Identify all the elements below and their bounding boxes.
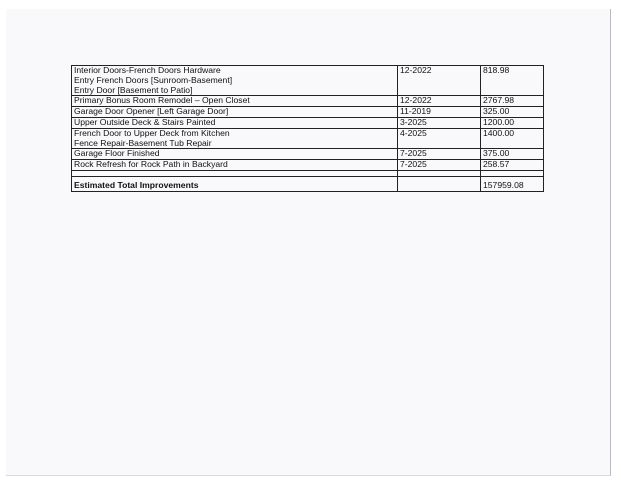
description-line: Fence Repair-Basement Tub Repair [74,137,212,148]
date-cell: 12-2022 [398,96,481,107]
table-row [72,117,544,128]
description-line: Rock Refresh for Rock Path in Backyard [74,159,228,170]
table-row [72,96,544,107]
description-cell [72,149,398,160]
table-row [72,149,544,160]
description-cell [72,107,398,118]
description-cell [72,96,398,107]
improvements-table [71,65,544,192]
description-line: Upper Outside Deck & Stairs Painted [74,117,216,127]
description-line: French Door to Upper Deck from Kitchen [74,128,230,138]
description-cell [72,128,398,149]
date-cell: 3-2025 [398,117,481,128]
amount-cell: 1400.00 [481,128,544,149]
amount-cell: 258.57 [481,160,544,171]
table-row [72,160,544,171]
total-row [72,176,544,191]
total-label: Estimated Total Improvements [72,176,398,191]
total-amount: 157959.08 [481,176,544,191]
scanned-page [6,9,611,476]
date-cell: 7-2025 [398,160,481,171]
amount-cell: 2767.98 [481,96,544,107]
date-cell: 11-2019 [398,107,481,118]
description-cell [72,160,398,171]
date-cell: 4-2025 [398,128,481,149]
table-row [72,66,544,96]
amount-cell: 325.00 [481,107,544,118]
amount-cell: 375.00 [481,149,544,160]
description-cell [72,117,398,128]
date-cell: 7-2025 [398,149,481,160]
amount-cell: 818.98 [481,66,544,96]
description-cell [72,66,398,96]
description-line: Garage Door Opener [Left Garage Door] [74,106,229,117]
date-cell: 12-2022 [398,66,481,96]
description-line: Entry French Doors [Sunroom-Basement] [74,74,233,85]
description-line: Garage Floor Finished [74,148,160,159]
total-date-cell [398,176,481,191]
table-row [72,107,544,118]
amount-cell: 1200.00 [481,117,544,128]
description-line: Interior Doors-French Doors Hardware [74,65,221,75]
description-line: Entry Door [Basement to Patio] [74,84,193,95]
table-row [72,128,544,149]
description-line: Primary Bonus Room Remodel – Open Closet [74,95,250,106]
